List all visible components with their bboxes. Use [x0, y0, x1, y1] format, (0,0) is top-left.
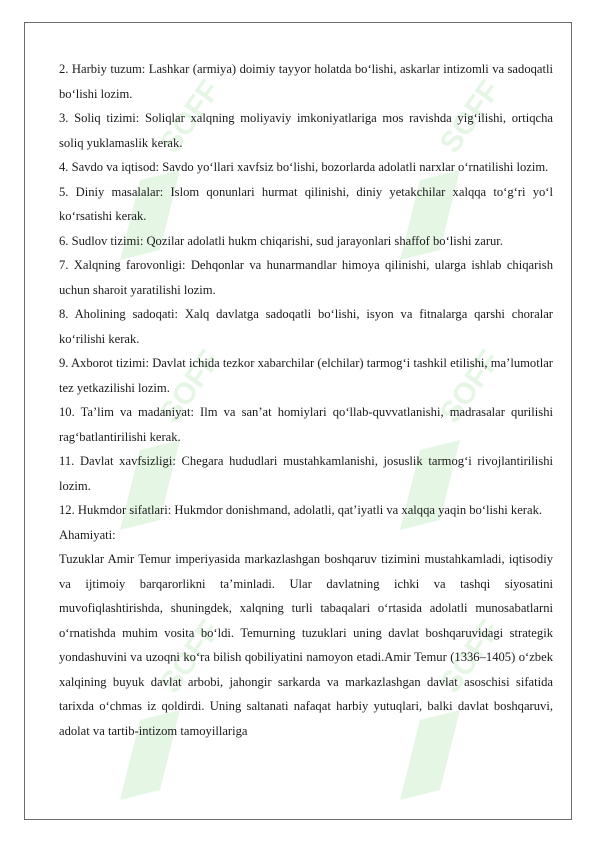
svg-text:SOFF: SOFF	[433, 74, 507, 160]
paragraph-soliq-tizimi: 3. Soliq tizimi: Soliqlar xalqning moliyaviy imkoniyatlariga mos ravishda yig‘ilishi, ortiqcha soliq yuklamaslik kerak.	[59, 111, 553, 150]
paragraph-harbiy-tuzum: 2. Harbiy tuzum: Lashkar (armiya) doimiy tayyor holatda bo‘lishi, askarlar intizomli va sadoqatli bo‘lishi lozim.	[59, 62, 553, 101]
document-body	[59, 57, 553, 743]
paragraph-diniy-masalalar: 5. Diniy masalalar: Islom qonunlari hurmat qilinishi, diniy yetakchilar xalqqa to‘g‘ri yo‘l ko‘rsatishi kerak.	[59, 184, 553, 223]
paragraph-ahamiyati-body: Tuzuklar Amir Temur imperiyasida markazlashgan boshqaruv tizimini mustahkamladi, iqtisodiy va ijtimoiy barqarorlikni ta’minladi. Ular davlatning ichki va tashqi siyosatini muvofiqlashtirishda, shuningdek, xalqning turli tabaqalari o‘rtasida adolatli munosabatlarni o‘rnatishda muhim vosita bo‘ldi. Temurning tuzuklari uning davlat boshqaruvidagi strategik yondashuvini va uzoqni ko‘ra bilish qobiliyatini namoyon etadi.Amir Temur (1336–1405) o‘zbek xalqining buyuk davlat arbobi, jahongir sarkarda va markazlashgan davlat asoschisi sifatida tarixda o‘chmas iz qoldirdi. Uning saltanati nafaqat harbiy yutuqlari, balki davlat boshqaruvi, adolat va tartib-intizom tamoyillariga	[59, 552, 553, 738]
svg-text:SOFF: SOFF	[153, 74, 227, 160]
section-heading-ahamiyati: Ahamiyati:	[59, 527, 116, 542]
paragraph-talim-madaniyat: 10. Ta’lim va madaniyat: Ilm va san’at homiylari qo‘llab-quvvatlanishi, madrasalar qurilishi rag‘batlantirilishi kerak.	[59, 405, 553, 444]
svg-text:SOFF: SOFF	[153, 614, 227, 700]
svg-text:SOFF: SOFF	[153, 344, 227, 430]
svg-text:SOFF: SOFF	[433, 614, 507, 700]
paragraph-axborot-tizimi: 9. Axborot tizimi: Davlat ichida tezkor xabarchilar (elchilar) tarmog‘i tashkil etilishi, ma’lumotlar tez yetkazilishi lozim.	[59, 356, 553, 395]
paragraph-xalq-farovonligi: 7. Xalqning farovonligi: Dehqonlar va hunarmandlar himoya qilinishi, ularga ishlab chiqarish uchun sharoit yaratilishi lozim.	[59, 258, 553, 297]
paragraph-savdo-iqtisod: 4. Savdo va iqtisod: Savdo yo‘llari xavfsiz bo‘lishi, bozorlarda adolatli narxlar o‘rnatilishi lozim.	[59, 160, 549, 174]
paragraph-davlat-xavfsizligi: 11. Davlat xavfsizligi: Chegara hududlari mustahkamlanishi, josuslik tarmog‘i rivojlantirilishi lozim.	[59, 454, 553, 493]
svg-text:SOFF: SOFF	[433, 344, 507, 430]
paragraph-hukmdor-sifatlari: 12. Hukmdor sifatlari: Hukmdor donishmand, adolatli, qat’iyatli va xalqqa yaqin bo‘lishi kerak.	[59, 503, 543, 517]
paragraph-aholi-sadoqati: 8. Aholining sadoqati: Xalq davlatga sadoqatli bo‘lishi, isyon va fitnalarga qarshi choralar ko‘rilishi kerak.	[59, 307, 553, 346]
paragraph-sudlov-tizimi: 6. Sudlov tizimi: Qozilar adolatli hukm chiqarishi, sud jarayonlari shaffof bo‘lishi zarur.	[59, 233, 503, 248]
